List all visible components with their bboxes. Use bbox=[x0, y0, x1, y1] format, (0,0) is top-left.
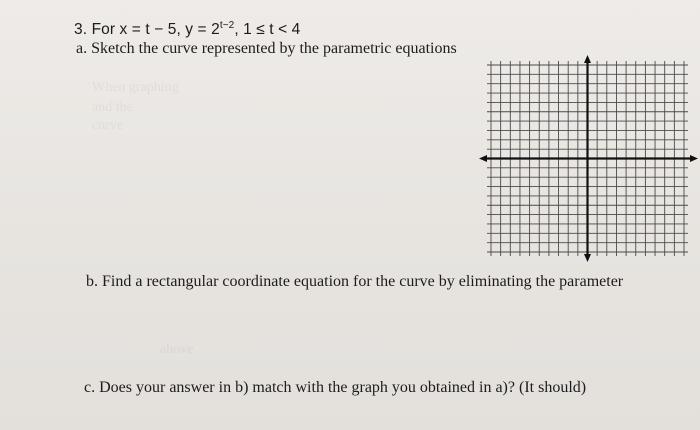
y-axis-arrow-down-icon bbox=[584, 254, 591, 262]
problem-statement bbox=[74, 20, 300, 39]
y-axis-arrow-up-icon bbox=[584, 55, 591, 63]
y-equation bbox=[185, 21, 238, 38]
problem-number: 3. bbox=[74, 21, 88, 38]
bleed-through-text: curve bbox=[92, 118, 124, 133]
y-equation-base: y = 2 bbox=[185, 21, 220, 38]
parameter-range: 1 ≤ t < 4 bbox=[243, 21, 301, 38]
bleed-through-text: and the bbox=[92, 100, 133, 115]
part-c-prompt: c. Does your answer in b) match with the graph you obtained in a)? (It should) bbox=[84, 379, 587, 396]
x-equation: x = t − 5, bbox=[119, 21, 181, 38]
bleed-through-text: When graphing bbox=[92, 80, 179, 95]
x-axis-arrow-right-icon bbox=[690, 155, 698, 162]
part-a-prompt: a. Sketch the curve represented by the parametric equations bbox=[76, 40, 457, 57]
y-equation-exponent: t−2 bbox=[219, 20, 235, 31]
y-equation-comma: , bbox=[234, 21, 239, 38]
for-label: For bbox=[91, 21, 116, 38]
x-axis-arrow-left-icon bbox=[479, 155, 487, 162]
coordinate-grid-icon bbox=[479, 55, 700, 270]
part-b-prompt: b. Find a rectangular coordinate equation for the curve by eliminating the parameter bbox=[86, 273, 624, 290]
bleed-through-text: above bbox=[160, 342, 194, 357]
